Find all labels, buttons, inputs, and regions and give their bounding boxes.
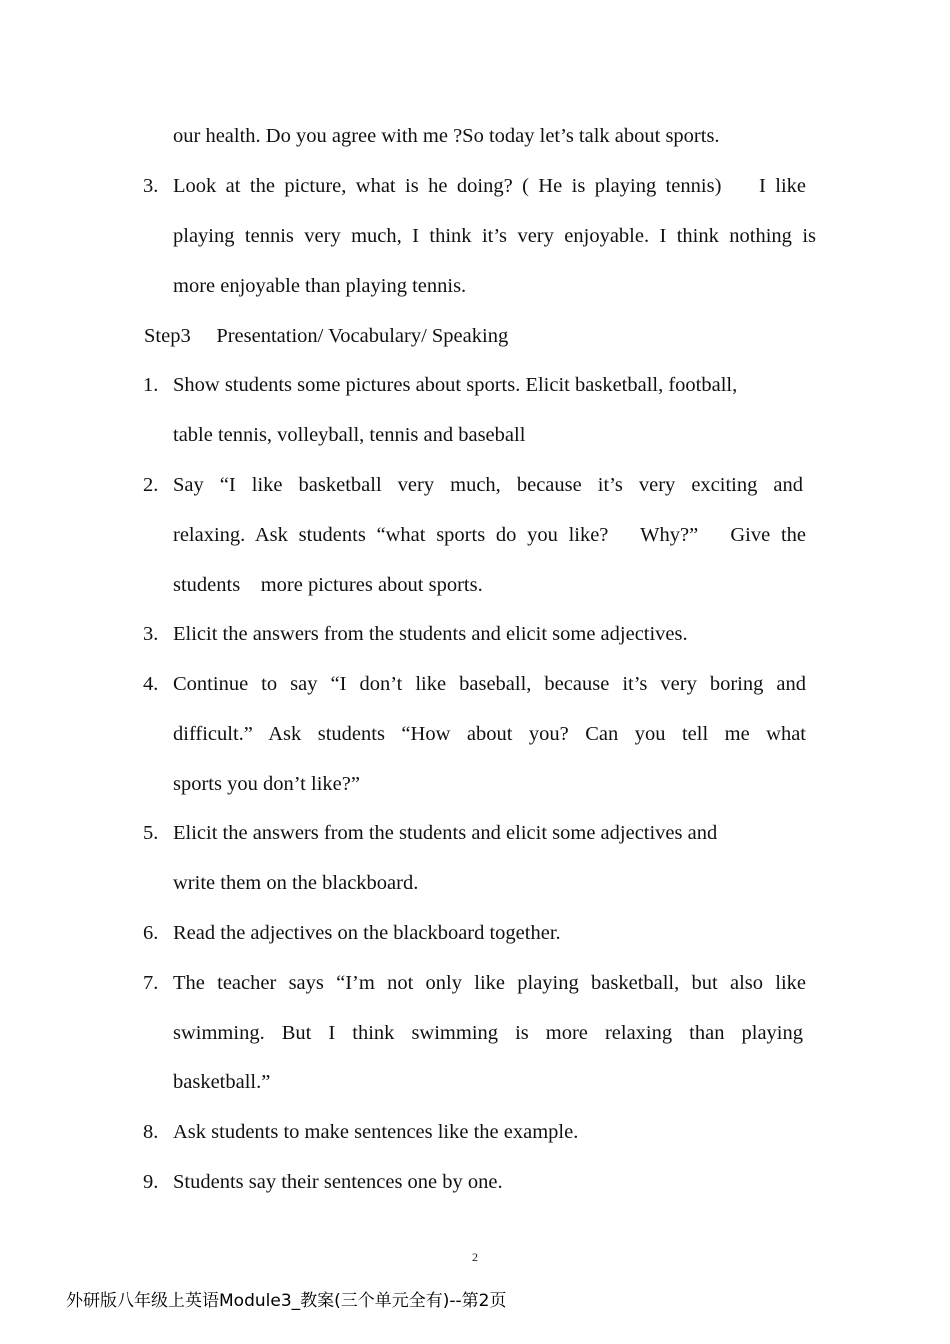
list-item-7-line-1: The teacher says “I’m not only like playing basketball, but also like	[173, 972, 806, 994]
list-item-2-line-2: relaxing. Ask students “what sports do you like? Why?” Give the	[173, 524, 806, 546]
list-item-9-line-1: Students say their sentences one by one.	[173, 1171, 503, 1193]
list-item-7-line-2: swimming. But I think swimming is more relaxing than playing	[173, 1022, 803, 1044]
list-number: 6.	[143, 922, 159, 944]
list-item-4-line-1: Continue to say “I don’t like baseball, because it’s very boring and	[173, 673, 806, 695]
list-item-5-line-1: Elicit the answers from the students and elicit some adjectives and	[173, 822, 718, 844]
list-number: 4.	[143, 673, 159, 695]
list-number: 7.	[143, 972, 159, 994]
list-number: 2.	[143, 474, 159, 496]
list-item-4-line-3: sports you don’t like?”	[173, 773, 360, 795]
list-item-7-line-3: basketball.”	[173, 1071, 271, 1093]
list-item-4-line-2: difficult.” Ask students “How about you? Can you tell me what	[173, 723, 806, 745]
page-number: 2	[472, 1250, 478, 1264]
list-item-3b-line-1: Elicit the answers from the students and elicit some adjectives.	[173, 623, 688, 645]
paragraph-line: our health. Do you agree with me ?So today let’s talk about sports.	[173, 125, 720, 147]
list-item-3-line-3: more enjoyable than playing tennis.	[173, 275, 467, 297]
list-item-8-line-1: Ask students to make sentences like the example.	[173, 1121, 579, 1143]
list-number: 3.	[143, 175, 159, 197]
list-item-1-line-2: table tennis, volleyball, tennis and baseball	[173, 424, 526, 446]
list-number: 5.	[143, 822, 159, 844]
document-footer: 外研版八年级上英语Module3_教案(三个单元全有)--第2页	[66, 1291, 507, 1311]
list-item-6-line-1: Read the adjectives on the blackboard together.	[173, 922, 561, 944]
list-item-1-line-1: Show students some pictures about sports. Elicit basketball, football,	[173, 374, 738, 396]
list-item-2-line-1: Say “I like basketball very much, because it’s very exciting and	[173, 474, 803, 496]
list-item-3-line-2: playing tennis very much, I think it’s very enjoyable. I think nothing is	[173, 225, 816, 247]
list-item-3-line-1: Look at the picture, what is he doing? ( He is playing tennis) I like	[173, 175, 806, 197]
list-number: 3.	[143, 623, 159, 645]
list-number: 1.	[143, 374, 159, 396]
step-heading: Step3 Presentation/ Vocabulary/ Speaking	[144, 325, 509, 347]
list-item-5-line-2: write them on the blackboard.	[173, 872, 419, 894]
list-item-2-line-3: students more pictures about sports.	[173, 574, 483, 596]
list-number: 9.	[143, 1171, 159, 1193]
list-number: 8.	[143, 1121, 159, 1143]
